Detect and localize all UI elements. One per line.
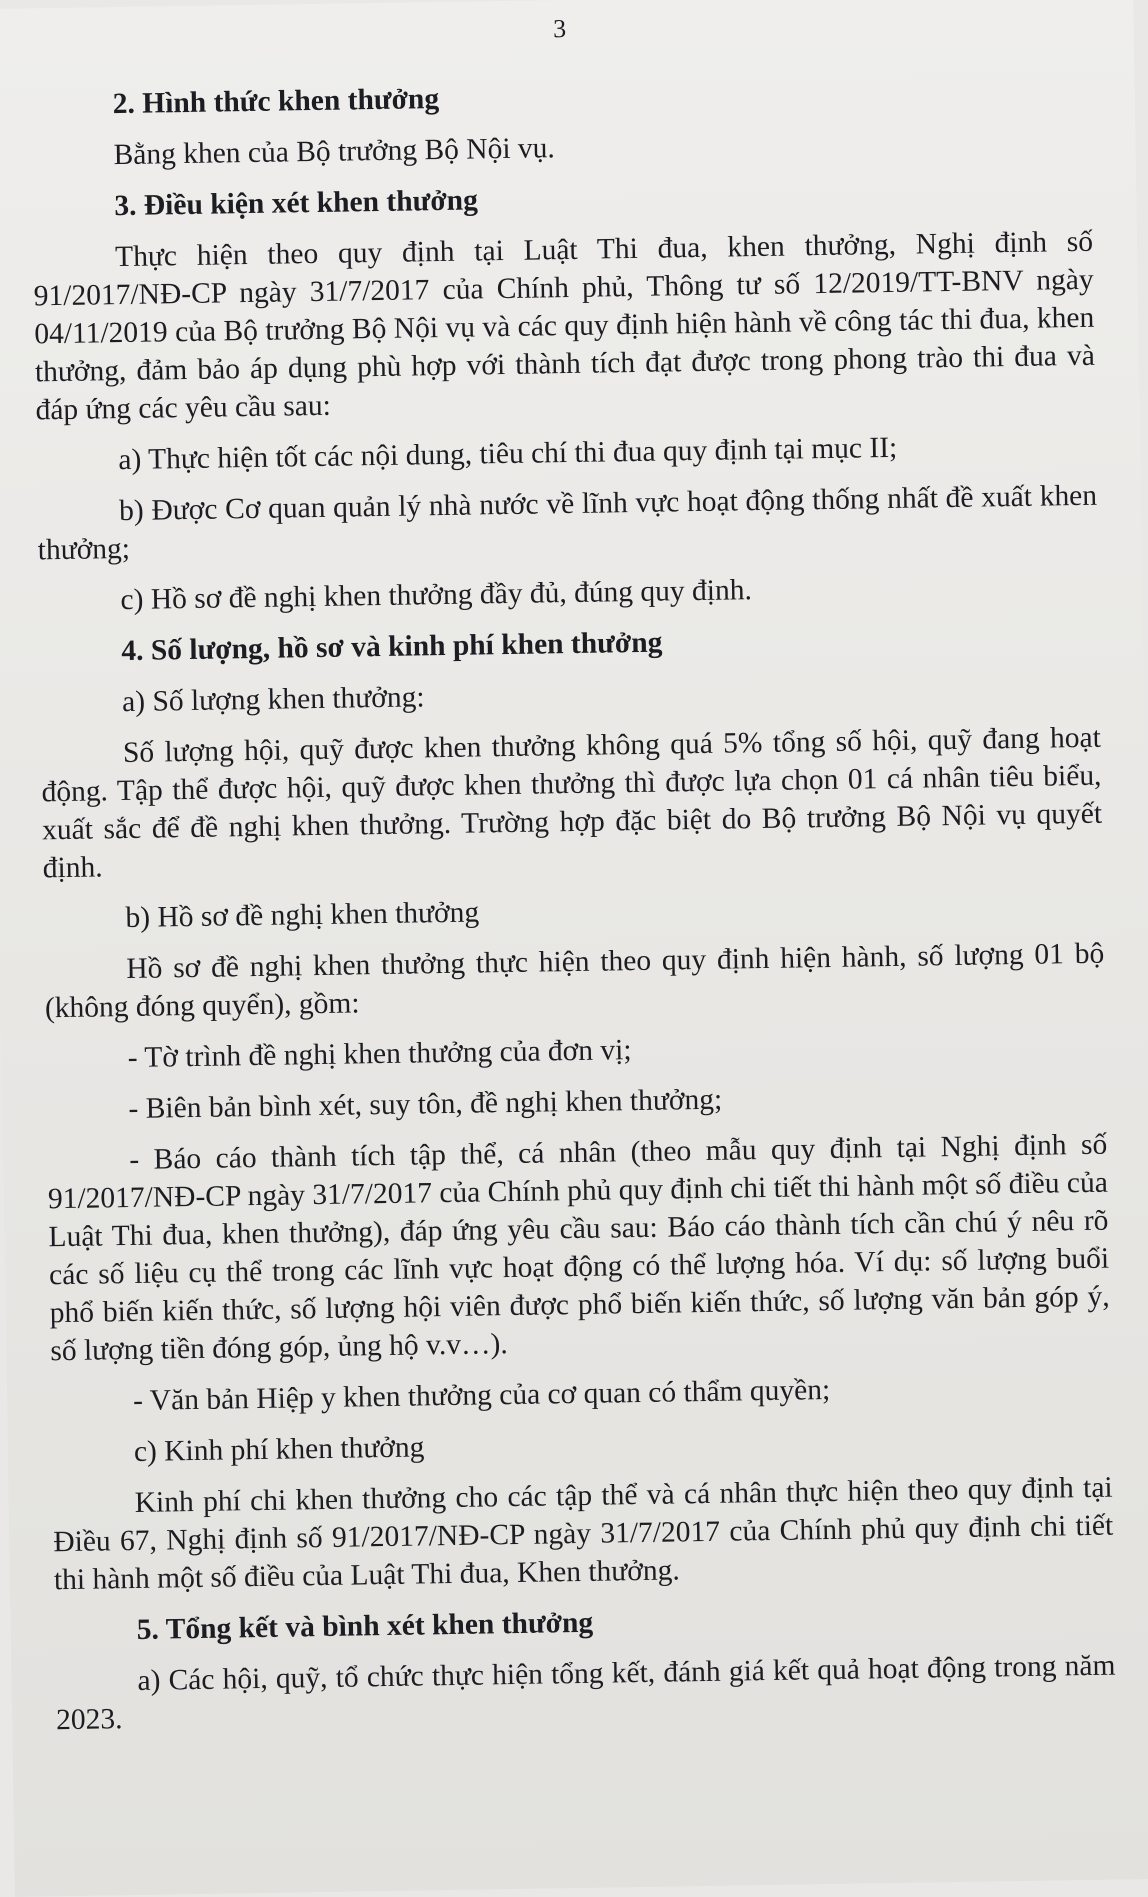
paragraph: Hồ sơ đề nghị khen thưởng thực hiện theo quy định hiện hành, số lượng 01 bộ (không đóng quyển), gồm: bbox=[44, 937, 1105, 1025]
subheading: c) Kinh phí khen thưởng bbox=[133, 1431, 425, 1468]
paragraph: a) Các hội, quỹ, tổ chức thực hiện tổng kết, đánh giá kết quả hoạt động trong năm 2023. bbox=[55, 1649, 1116, 1737]
list-item: - Văn bản Hiệp y khen thưởng của cơ quan có thẩm quyền; bbox=[132, 1374, 831, 1417]
list-item: c) Hồ sơ đề nghị khen thưởng đầy đủ, đúng quy định. bbox=[120, 574, 753, 617]
list-item: - Biên bản bình xét, suy tôn, đề nghị khen thưởng; bbox=[128, 1083, 723, 1126]
list-item: a) Thực hiện tốt các nội dung, tiêu chí thi đua quy định tại mục II; bbox=[118, 431, 898, 477]
list-item: b) Được Cơ quan quản lý nhà nước về lĩnh vực hoạt động thống nhất đề xuất khen thưởng; bbox=[37, 479, 1098, 567]
document-body bbox=[30, 70, 1116, 1752]
paragraph: Số lượng hội, quỹ được khen thưởng không quá 5% tổng số hội, quỹ đang hoạt động. Tập thể được hội, quỹ được khen thưởng thì được lựa chọn 01 cá nhân tiêu biểu, xuất sắc để đề nghị khen thưởng. Trường hợp đặc biệt do Bộ trưởng Bộ Nội vụ quyết định. bbox=[41, 721, 1103, 885]
subheading: b) Hồ sơ đề nghị khen thưởng bbox=[125, 896, 480, 935]
paragraph: Kinh phí chi khen thưởng cho các tập thể và cá nhân thực hiện theo quy định tại Điều 67, Nghị định số 91/2017/NĐ-CP ngày 31/7/2017 của Chính phủ quy định chi tiết thi hành một số điều của Luật Thi đua, Khen thưởng. bbox=[53, 1471, 1114, 1597]
heading-award-conditions: 3. Điều kiện xét khen thưởng bbox=[114, 184, 479, 223]
paragraph: Bằng khen của Bộ trưởng Bộ Nội vụ. bbox=[113, 132, 556, 172]
paragraph: Thực hiện theo quy định tại Luật Thi đua, khen thưởng, Nghị định số 91/2017/NĐ-CP ngày 31/7/2017 của Chính phủ, Thông tư số 12/2019/TT-BNV ngày 04/11/2019 của Bộ trưởng Bộ Nội vụ và các quy định hiện hành về công tác thi đua, khen thưởng, đảm bảo áp dụng phù hợp với thành tích đạt được trong phong trào thi đua và đáp ứng các yêu cầu sau: bbox=[33, 225, 1096, 427]
list-item: - Báo cáo thành tích tập thể, cá nhân (theo mẫu quy định tại Nghị định số 91/2017/NĐ-CP ngày 31/7/2017 của Chính phủ quy định chi tiết thi hành một số điều của Luật Thi đua, khen thưởng), đáp ứng yêu cầu sau: Báo cáo thành tích cần chú ý nêu rõ các số liệu cụ thể trong các lĩnh vực hoạt động có thể lượng hóa. Ví dụ: số lượng buổi phổ biến kiến thức, số lượng hội viên được phổ biến kiến thức, số lượng văn bản góp ý, số lượng tiền đóng góp, ủng hộ v.v…). bbox=[47, 1128, 1110, 1368]
page-number: 3 bbox=[552, 14, 567, 44]
heading-summary-evaluation: 5. Tổng kết và bình xét khen thưởng bbox=[136, 1606, 594, 1646]
subheading: a) Số lượng khen thưởng: bbox=[121, 681, 425, 719]
heading-quantity-dossier-funding: 4. Số lượng, hồ sơ và kinh phí khen thưởng bbox=[121, 626, 663, 668]
list-item: - Tờ trình đề nghị khen thưởng của đơn vị; bbox=[127, 1034, 632, 1075]
heading-award-form: 2. Hình thức khen thưởng bbox=[112, 83, 440, 121]
